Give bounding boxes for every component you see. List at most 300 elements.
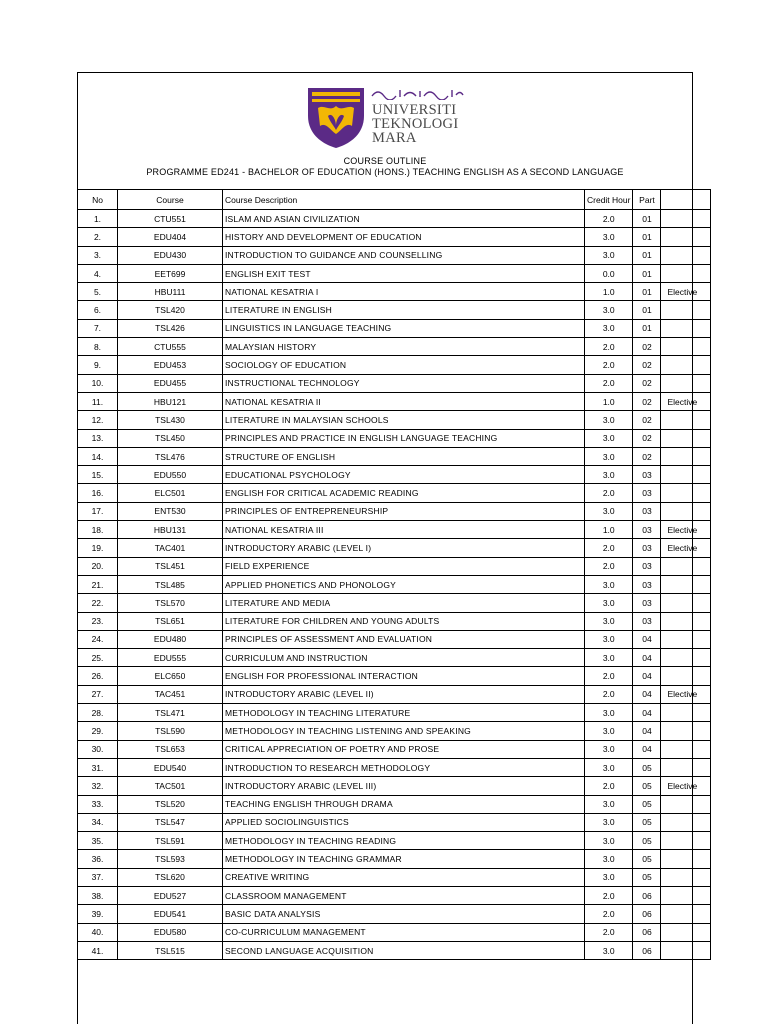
credit-hour: 3.0 <box>585 795 633 813</box>
document-title: COURSE OUTLINE <box>343 156 427 166</box>
elective-note <box>661 905 711 923</box>
table-row <box>78 228 711 246</box>
course-description: CURRICULUM AND INSTRUCTION <box>223 649 585 667</box>
table-row <box>78 539 711 557</box>
elective-note <box>661 411 711 429</box>
elective-note <box>661 356 711 374</box>
elective-note <box>661 813 711 831</box>
row-number: 15. <box>78 466 118 484</box>
header-description: Course Description <box>223 190 585 210</box>
part: 06 <box>633 886 661 904</box>
course-code: ELC501 <box>118 484 223 502</box>
course-description: INTRODUCTORY ARABIC (LEVEL III) <box>223 777 585 795</box>
university-line-1: UNIVERSITI <box>372 102 457 118</box>
elective-note <box>661 649 711 667</box>
credit-hour: 3.0 <box>585 740 633 758</box>
elective-note: Elective <box>661 777 711 795</box>
row-number: 33. <box>78 795 118 813</box>
course-code: TSL620 <box>118 868 223 886</box>
credit-hour: 2.0 <box>585 338 633 356</box>
course-description: FIELD EXPERIENCE <box>223 557 585 575</box>
table-row <box>78 941 711 959</box>
header-course: Course <box>118 190 223 210</box>
table-row <box>78 447 711 465</box>
table-row <box>78 868 711 886</box>
header-no: No <box>78 190 118 210</box>
credit-hour: 3.0 <box>585 447 633 465</box>
elective-note <box>661 886 711 904</box>
elective-note: Elective <box>661 392 711 410</box>
row-number: 13. <box>78 429 118 447</box>
credit-hour: 1.0 <box>585 392 633 410</box>
elective-note <box>661 594 711 612</box>
credit-hour: 3.0 <box>585 429 633 447</box>
course-description: ENGLISH EXIT TEST <box>223 264 585 282</box>
part: 03 <box>633 521 661 539</box>
part: 02 <box>633 374 661 392</box>
row-number: 21. <box>78 575 118 593</box>
credit-hour: 3.0 <box>585 228 633 246</box>
course-description: NATIONAL KESATRIA III <box>223 521 585 539</box>
course-description: LINGUISTICS IN LANGUAGE TEACHING <box>223 319 585 337</box>
row-number: 22. <box>78 594 118 612</box>
course-code: EDU430 <box>118 246 223 264</box>
course-description: SOCIOLOGY OF EDUCATION <box>223 356 585 374</box>
course-description: CO-CURRICULUM MANAGEMENT <box>223 923 585 941</box>
table-row <box>78 301 711 319</box>
part: 03 <box>633 612 661 630</box>
row-number: 3. <box>78 246 118 264</box>
course-code: EDU540 <box>118 758 223 776</box>
course-description: LITERATURE AND MEDIA <box>223 594 585 612</box>
course-description: LITERATURE IN MALAYSIAN SCHOOLS <box>223 411 585 429</box>
course-description: SECOND LANGUAGE ACQUISITION <box>223 941 585 959</box>
course-description: PRINCIPLES AND PRACTICE IN ENGLISH LANGUAGE TEACHING <box>223 429 585 447</box>
table-row <box>78 575 711 593</box>
credit-hour: 3.0 <box>585 722 633 740</box>
credit-hour: 3.0 <box>585 575 633 593</box>
part: 05 <box>633 758 661 776</box>
credit-hour: 3.0 <box>585 594 633 612</box>
course-description: INSTRUCTIONAL TECHNOLOGY <box>223 374 585 392</box>
credit-hour: 3.0 <box>585 850 633 868</box>
part: 06 <box>633 923 661 941</box>
course-description: APPLIED SOCIOLINGUISTICS <box>223 813 585 831</box>
elective-note <box>661 575 711 593</box>
elective-note <box>661 722 711 740</box>
part: 05 <box>633 795 661 813</box>
credit-hour: 3.0 <box>585 466 633 484</box>
credit-hour: 2.0 <box>585 210 633 228</box>
course-description: NATIONAL KESATRIA II <box>223 392 585 410</box>
course-code: EDU480 <box>118 630 223 648</box>
course-code: EDU550 <box>118 466 223 484</box>
table-row <box>78 283 711 301</box>
table-row <box>78 392 711 410</box>
row-number: 24. <box>78 630 118 648</box>
row-number: 27. <box>78 685 118 703</box>
elective-note <box>661 704 711 722</box>
elective-note <box>661 301 711 319</box>
table-row <box>78 832 711 850</box>
elective-note <box>661 868 711 886</box>
part: 05 <box>633 813 661 831</box>
course-description: ENGLISH FOR PROFESSIONAL INTERACTION <box>223 667 585 685</box>
credit-hour: 3.0 <box>585 612 633 630</box>
course-description: INTRODUCTORY ARABIC (LEVEL II) <box>223 685 585 703</box>
part: 01 <box>633 264 661 282</box>
course-code: TAC501 <box>118 777 223 795</box>
part: 02 <box>633 338 661 356</box>
elective-note: Elective <box>661 521 711 539</box>
part: 03 <box>633 502 661 520</box>
credit-hour: 3.0 <box>585 758 633 776</box>
elective-note <box>661 502 711 520</box>
part: 03 <box>633 594 661 612</box>
row-number: 1. <box>78 210 118 228</box>
elective-note <box>661 758 711 776</box>
table-row <box>78 685 711 703</box>
part: 04 <box>633 685 661 703</box>
table-row <box>78 740 711 758</box>
credit-hour: 2.0 <box>585 557 633 575</box>
row-number: 23. <box>78 612 118 630</box>
elective-note: Elective <box>661 685 711 703</box>
credit-hour: 3.0 <box>585 868 633 886</box>
table-row <box>78 246 711 264</box>
elective-note <box>661 941 711 959</box>
part: 06 <box>633 905 661 923</box>
table-row <box>78 429 711 447</box>
course-description: METHODOLOGY IN TEACHING LITERATURE <box>223 704 585 722</box>
credit-hour: 3.0 <box>585 649 633 667</box>
university-line-3: MARA <box>372 130 417 146</box>
elective-note <box>661 319 711 337</box>
table-row <box>78 557 711 575</box>
header-part: Part <box>633 190 661 210</box>
table-row <box>78 484 711 502</box>
course-description: LITERATURE IN ENGLISH <box>223 301 585 319</box>
course-code: TSL476 <box>118 447 223 465</box>
table-header-row <box>78 190 711 210</box>
credit-hour: 3.0 <box>585 411 633 429</box>
course-code: TSL485 <box>118 575 223 593</box>
course-description: METHODOLOGY IN TEACHING READING <box>223 832 585 850</box>
course-code: ENT530 <box>118 502 223 520</box>
row-number: 39. <box>78 905 118 923</box>
table-row <box>78 356 711 374</box>
part: 06 <box>633 941 661 959</box>
course-description: INTRODUCTION TO GUIDANCE AND COUNSELLING <box>223 246 585 264</box>
course-code: EDU453 <box>118 356 223 374</box>
table-row <box>78 704 711 722</box>
course-code: TSL520 <box>118 795 223 813</box>
part: 02 <box>633 392 661 410</box>
course-description: TEACHING ENGLISH THROUGH DRAMA <box>223 795 585 813</box>
row-number: 19. <box>78 539 118 557</box>
table-row <box>78 850 711 868</box>
row-number: 12. <box>78 411 118 429</box>
credit-hour: 2.0 <box>585 667 633 685</box>
table-row <box>78 338 711 356</box>
table-row <box>78 905 711 923</box>
course-code: HBU121 <box>118 392 223 410</box>
header-credit-hour: Credit Hour <box>585 190 633 210</box>
table-row <box>78 502 711 520</box>
university-line-2: TEKNOLOGI <box>372 116 459 132</box>
credit-hour: 2.0 <box>585 539 633 557</box>
programme-title: PROGRAMME ED241 - BACHELOR OF EDUCATION (HONS.) TEACHING ENGLISH AS A SECOND LANGUAGE <box>146 167 624 177</box>
row-number: 28. <box>78 704 118 722</box>
table-row <box>78 466 711 484</box>
credit-hour: 3.0 <box>585 301 633 319</box>
row-number: 29. <box>78 722 118 740</box>
course-description: NATIONAL KESATRIA I <box>223 283 585 301</box>
part: 04 <box>633 740 661 758</box>
course-code: EDU455 <box>118 374 223 392</box>
elective-note <box>661 484 711 502</box>
university-name <box>372 103 458 145</box>
row-number: 37. <box>78 868 118 886</box>
course-description: INTRODUCTORY ARABIC (LEVEL I) <box>223 539 585 557</box>
table-row <box>78 264 711 282</box>
table-row <box>78 649 711 667</box>
table-row <box>78 777 711 795</box>
part: 02 <box>633 447 661 465</box>
table-row <box>78 758 711 776</box>
row-number: 31. <box>78 758 118 776</box>
course-code: TSL653 <box>118 740 223 758</box>
part: 04 <box>633 704 661 722</box>
part: 03 <box>633 484 661 502</box>
credit-hour: 3.0 <box>585 832 633 850</box>
course-description: LITERATURE FOR CHILDREN AND YOUNG ADULTS <box>223 612 585 630</box>
row-number: 8. <box>78 338 118 356</box>
course-code: CTU551 <box>118 210 223 228</box>
row-number: 14. <box>78 447 118 465</box>
elective-note <box>661 612 711 630</box>
credit-hour: 3.0 <box>585 319 633 337</box>
course-code: CTU555 <box>118 338 223 356</box>
uitm-crest-icon <box>306 86 372 150</box>
credit-hour: 2.0 <box>585 356 633 374</box>
credit-hour: 2.0 <box>585 923 633 941</box>
course-description: ISLAM AND ASIAN CIVILIZATION <box>223 210 585 228</box>
credit-hour: 1.0 <box>585 283 633 301</box>
elective-note <box>661 264 711 282</box>
course-code: EDU541 <box>118 905 223 923</box>
table-row <box>78 886 711 904</box>
row-number: 25. <box>78 649 118 667</box>
part: 05 <box>633 832 661 850</box>
table-row <box>78 374 711 392</box>
course-description: CLASSROOM MANAGEMENT <box>223 886 585 904</box>
course-code: TSL420 <box>118 301 223 319</box>
table-row <box>78 210 711 228</box>
elective-note <box>661 374 711 392</box>
course-code: TSL651 <box>118 612 223 630</box>
elective-note <box>661 832 711 850</box>
elective-note <box>661 557 711 575</box>
table-row <box>78 795 711 813</box>
elective-note <box>661 466 711 484</box>
credit-hour: 2.0 <box>585 905 633 923</box>
course-description: MALAYSIAN HISTORY <box>223 338 585 356</box>
course-description: STRUCTURE OF ENGLISH <box>223 447 585 465</box>
course-description: HISTORY AND DEVELOPMENT OF EDUCATION <box>223 228 585 246</box>
part: 04 <box>633 722 661 740</box>
row-number: 26. <box>78 667 118 685</box>
table-row <box>78 722 711 740</box>
elective-note <box>661 667 711 685</box>
part: 01 <box>633 246 661 264</box>
course-description: EDUCATIONAL PSYCHOLOGY <box>223 466 585 484</box>
elective-note: Elective <box>661 283 711 301</box>
row-number: 10. <box>78 374 118 392</box>
elective-note <box>661 246 711 264</box>
table-row <box>78 319 711 337</box>
part: 04 <box>633 649 661 667</box>
course-code: EDU527 <box>118 886 223 904</box>
elective-note <box>661 850 711 868</box>
course-code: EET699 <box>118 264 223 282</box>
row-number: 35. <box>78 832 118 850</box>
table-row <box>78 630 711 648</box>
part: 03 <box>633 575 661 593</box>
row-number: 20. <box>78 557 118 575</box>
row-number: 32. <box>78 777 118 795</box>
table-row <box>78 612 711 630</box>
row-number: 41. <box>78 941 118 959</box>
row-number: 5. <box>78 283 118 301</box>
credit-hour: 3.0 <box>585 246 633 264</box>
course-description: PRINCIPLES OF ASSESSMENT AND EVALUATION <box>223 630 585 648</box>
course-description: METHODOLOGY IN TEACHING GRAMMAR <box>223 850 585 868</box>
table-row <box>78 594 711 612</box>
course-code: TAC401 <box>118 539 223 557</box>
course-description: CREATIVE WRITING <box>223 868 585 886</box>
course-description: CRITICAL APPRECIATION OF POETRY AND PROSE <box>223 740 585 758</box>
elective-note: Elective <box>661 539 711 557</box>
course-code: TSL471 <box>118 704 223 722</box>
part: 01 <box>633 228 661 246</box>
course-code: TSL590 <box>118 722 223 740</box>
part: 01 <box>633 283 661 301</box>
part: 05 <box>633 868 661 886</box>
row-number: 18. <box>78 521 118 539</box>
part: 04 <box>633 667 661 685</box>
table-row <box>78 923 711 941</box>
row-number: 34. <box>78 813 118 831</box>
row-number: 9. <box>78 356 118 374</box>
elective-note <box>661 923 711 941</box>
credit-hour: 3.0 <box>585 502 633 520</box>
course-code: ELC650 <box>118 667 223 685</box>
elective-note <box>661 228 711 246</box>
part: 05 <box>633 777 661 795</box>
elective-note <box>661 447 711 465</box>
course-code: TSL451 <box>118 557 223 575</box>
course-code: TSL515 <box>118 941 223 959</box>
row-number: 2. <box>78 228 118 246</box>
elective-note <box>661 740 711 758</box>
course-code: TSL450 <box>118 429 223 447</box>
credit-hour: 2.0 <box>585 777 633 795</box>
part: 04 <box>633 630 661 648</box>
elective-note <box>661 338 711 356</box>
credit-hour: 3.0 <box>585 813 633 831</box>
course-code: TSL593 <box>118 850 223 868</box>
row-number: 38. <box>78 886 118 904</box>
course-description: PRINCIPLES OF ENTREPRENEURSHIP <box>223 502 585 520</box>
course-description: BASIC DATA ANALYSIS <box>223 905 585 923</box>
course-code: TSL426 <box>118 319 223 337</box>
row-number: 30. <box>78 740 118 758</box>
course-code: TSL547 <box>118 813 223 831</box>
course-description: INTRODUCTION TO RESEARCH METHODOLOGY <box>223 758 585 776</box>
arabic-script-icon <box>370 86 465 100</box>
credit-hour: 2.0 <box>585 886 633 904</box>
course-code: EDU555 <box>118 649 223 667</box>
credit-hour: 1.0 <box>585 521 633 539</box>
course-code: EDU580 <box>118 923 223 941</box>
part: 02 <box>633 411 661 429</box>
part: 02 <box>633 429 661 447</box>
row-number: 16. <box>78 484 118 502</box>
credit-hour: 3.0 <box>585 630 633 648</box>
course-description: ENGLISH FOR CRITICAL ACADEMIC READING <box>223 484 585 502</box>
elective-note <box>661 210 711 228</box>
credit-hour: 2.0 <box>585 374 633 392</box>
part: 03 <box>633 557 661 575</box>
part: 02 <box>633 356 661 374</box>
table-row <box>78 521 711 539</box>
row-number: 4. <box>78 264 118 282</box>
course-description: APPLIED PHONETICS AND PHONOLOGY <box>223 575 585 593</box>
credit-hour: 2.0 <box>585 685 633 703</box>
credit-hour: 3.0 <box>585 704 633 722</box>
table-row <box>78 411 711 429</box>
credit-hour: 3.0 <box>585 941 633 959</box>
course-table <box>77 189 711 960</box>
row-number: 36. <box>78 850 118 868</box>
part: 01 <box>633 319 661 337</box>
part: 03 <box>633 539 661 557</box>
course-code: TSL570 <box>118 594 223 612</box>
part: 01 <box>633 301 661 319</box>
row-number: 11. <box>78 392 118 410</box>
course-code: TAC451 <box>118 685 223 703</box>
credit-hour: 2.0 <box>585 484 633 502</box>
part: 03 <box>633 466 661 484</box>
header-note <box>661 190 711 210</box>
table-row <box>78 813 711 831</box>
row-number: 17. <box>78 502 118 520</box>
elective-note <box>661 429 711 447</box>
row-number: 6. <box>78 301 118 319</box>
row-number: 40. <box>78 923 118 941</box>
elective-note <box>661 795 711 813</box>
course-code: TSL591 <box>118 832 223 850</box>
credit-hour: 0.0 <box>585 264 633 282</box>
course-code: HBU111 <box>118 283 223 301</box>
course-description: METHODOLOGY IN TEACHING LISTENING AND SPEAKING <box>223 722 585 740</box>
row-number: 7. <box>78 319 118 337</box>
course-code: TSL430 <box>118 411 223 429</box>
part: 01 <box>633 210 661 228</box>
course-code: HBU131 <box>118 521 223 539</box>
table-row <box>78 667 711 685</box>
